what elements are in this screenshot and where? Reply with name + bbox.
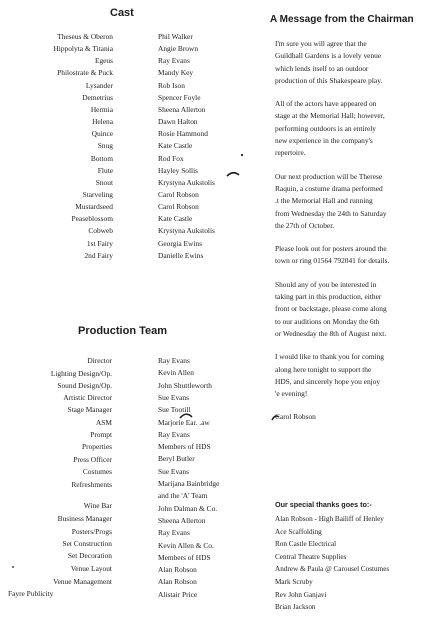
message-line: repertoire. <box>275 148 306 158</box>
thanks-item: Brian Jackson <box>275 603 316 612</box>
message-line: HDS, and sincerely hope you enjoy <box>275 376 381 386</box>
production-person: Alistair Price <box>158 589 198 599</box>
cast-actor: Mandy Key <box>158 68 194 78</box>
message-paragraph <box>275 243 421 268</box>
thanks-item: Andrew & Paula @ Carousel Costumes <box>275 565 390 574</box>
message-line: to our auditions on Monday the 6th <box>275 316 380 326</box>
message-paragraph <box>275 411 421 423</box>
production-person: Sue Evans <box>158 392 189 402</box>
production-person: and the 'A' Team <box>158 491 208 501</box>
scan-speck <box>241 154 243 156</box>
message-line: performing outdoors is an entirely <box>275 123 376 133</box>
message-line: production of this Shakespeare play. <box>275 75 383 85</box>
message-line: Should any of you be interested in <box>275 279 377 289</box>
cast-role: Hippolyta & Titania <box>53 44 113 54</box>
production-person: Marijana Bainbridge <box>158 479 220 488</box>
scan-speck <box>12 566 14 568</box>
message-paragraph <box>275 351 421 400</box>
thanks-item: Ron Castle Electrical <box>275 540 337 549</box>
message-line: 'e evening! <box>275 389 308 399</box>
message-line: Guildhall Gardens is a lovely venue <box>275 51 382 61</box>
message-line: I would like to thank you for coming <box>275 352 384 362</box>
production-role: Venue Layout <box>70 564 112 573</box>
cast-role: 1st Fairy <box>86 238 113 248</box>
message-paragraph <box>275 98 421 159</box>
cast-role: Philostrate & Puck <box>57 68 113 78</box>
cast-role: Mustardseed <box>75 202 113 212</box>
production-role: Press Officer <box>73 455 112 464</box>
production-role: Set Decoration <box>67 551 112 560</box>
cast-role: 2nd Fairy <box>84 250 113 260</box>
chairman-message-heading: A Message from the Chairman <box>270 14 414 25</box>
production-person: Ray Evans <box>158 429 190 439</box>
production-role: Wine Bar <box>83 501 112 510</box>
production-person: Alan Robson <box>158 565 197 575</box>
cast-actor: Georgia Ewins <box>158 238 202 248</box>
message-line: along here tonight to support the <box>275 364 372 374</box>
production-team-heading: Production Team <box>78 325 168 337</box>
cast-heading: Cast <box>110 7 134 19</box>
production-person: Ray Evans <box>158 356 190 365</box>
message-line: front or backstage, please come along <box>275 304 387 314</box>
production-role: Fayre Publicity <box>8 589 54 598</box>
scan-mark <box>271 414 280 421</box>
production-person: Sue Evans <box>158 466 189 476</box>
message-line: from Wednesday the 24th to Saturday <box>275 208 387 218</box>
production-person: Members of HDS <box>158 552 211 562</box>
message-line: or Wednesday the 8th of August next. <box>275 328 387 338</box>
cast-actor: Carol Robson <box>158 189 199 199</box>
cast-actor: Krystyna Aukstolis <box>158 177 215 187</box>
production-person: Alan Robson <box>158 577 197 587</box>
cast-role: Snout <box>95 177 113 187</box>
cast-actor: Danielle Ewins <box>158 250 204 260</box>
cast-role: Egeus <box>94 56 113 66</box>
production-person: Kevin Allen <box>158 368 194 378</box>
cast-role: Cobweb <box>88 226 113 236</box>
production-person: Sheena Allerton <box>158 515 206 525</box>
cast-actor: Spencer Foyle <box>158 92 201 102</box>
production-person: John Shuttleworth <box>158 380 212 390</box>
production-person: Members of HDS <box>158 442 211 452</box>
message-line: new experience in the company's <box>275 136 373 146</box>
cast-actor: Rosie Hammond <box>158 129 208 139</box>
cast-role: Helena <box>92 117 113 127</box>
message-paragraph <box>275 279 421 340</box>
special-thanks-list <box>275 513 389 614</box>
chairman-message <box>275 38 421 435</box>
cast-role: Quince <box>91 129 113 139</box>
cast-role: Theseus & Oberon <box>57 32 113 41</box>
cast-role: Lysander <box>85 80 113 90</box>
cast-actor: Phil Walker <box>158 32 193 41</box>
message-line: stage at the Memorial Hall; however, <box>275 111 385 121</box>
production-role: Business Manager <box>57 514 112 523</box>
cast-role: Demetrius <box>82 92 113 102</box>
production-role: Prompt <box>90 430 112 439</box>
cast-actor: Rob Ison <box>158 80 185 90</box>
production-role: Set Construction <box>62 539 112 548</box>
scan-mark <box>226 171 240 177</box>
production-person: Sue Tootill <box>158 405 191 415</box>
message-line: taking part in this production, either <box>275 292 382 302</box>
cast-actor: Ray Evans <box>158 56 190 66</box>
cast-actor: Rod Fox <box>158 153 184 163</box>
cast-role: Hermia <box>90 104 113 114</box>
production-person: Ray Evans <box>158 528 190 538</box>
scan-mark <box>179 412 193 419</box>
message-line: which lends itself to an outdoor <box>275 63 369 73</box>
cast-actor: Krystyna Aukstolis <box>158 226 215 236</box>
cast-role: Starveling <box>82 189 113 199</box>
cast-role: Peaseblossom <box>71 214 113 224</box>
cast-actor: Kate Castle <box>158 214 193 224</box>
message-line: the 27th of October. <box>275 220 335 230</box>
cast-actor: Angie Brown <box>158 44 199 54</box>
production-role: Properties <box>82 442 112 451</box>
production-role: Lighting Design/Op. <box>50 369 112 378</box>
cast-actor: Hayley Sollis <box>158 165 199 175</box>
thanks-item: Central Theatre Supplies <box>275 552 347 561</box>
production-role: Posters/Progs <box>71 527 112 536</box>
message-paragraph <box>275 38 421 87</box>
production-person: John Dalman & Co. <box>158 503 218 513</box>
production-person: Kevin Allen & Co. <box>158 540 214 550</box>
thanks-item: Mark Scruby <box>275 577 313 586</box>
production-person: Marjorie Ear. .aw <box>158 417 210 427</box>
production-role: Director <box>87 356 112 365</box>
cast-role: Snug <box>97 141 113 151</box>
cast-actor: Carol Robson <box>158 202 199 212</box>
message-line: All of the actors have appeared on <box>275 99 377 109</box>
production-role: Refreshments <box>71 480 112 489</box>
cast-actor: Dawn Halton <box>158 117 198 127</box>
thanks-item: Ace Scaffolding <box>275 527 322 536</box>
message-paragraph <box>275 171 421 232</box>
cast-role: Flute <box>97 165 113 175</box>
production-role: Stage Manager <box>67 405 112 414</box>
message-line: Carol Robson <box>275 412 316 422</box>
special-thanks-heading: Our special thanks goes to:- <box>275 500 372 509</box>
production-role: Costumes <box>82 467 112 476</box>
message-line: Our next production will be Therese <box>275 171 383 181</box>
production-role: ASM <box>95 418 112 427</box>
message-line: I'm sure you will agree that the <box>275 39 367 48</box>
production-role: Artistic Director <box>63 393 112 402</box>
message-line: Please look out for posters around the <box>275 244 387 254</box>
thanks-item: Alan Robson - High Bailiff of Henley <box>275 515 384 523</box>
cast-actor: Sheena Allerton <box>158 104 206 114</box>
production-role: Venue Management <box>53 577 112 586</box>
cast-role: Bottom <box>90 153 113 163</box>
message-line: town or ring 01564 792041 for details. <box>275 256 390 266</box>
message-line: .t the Memorial Hall and running <box>275 196 373 206</box>
thanks-item: Rev John Ganjavi <box>275 590 327 599</box>
production-person: Beryl Butler <box>158 454 195 464</box>
production-role: Sound Design/Op. <box>57 381 112 390</box>
cast-actor: Kate Castle <box>158 141 193 151</box>
message-line: Raquin, a costume drama performed <box>275 183 383 193</box>
